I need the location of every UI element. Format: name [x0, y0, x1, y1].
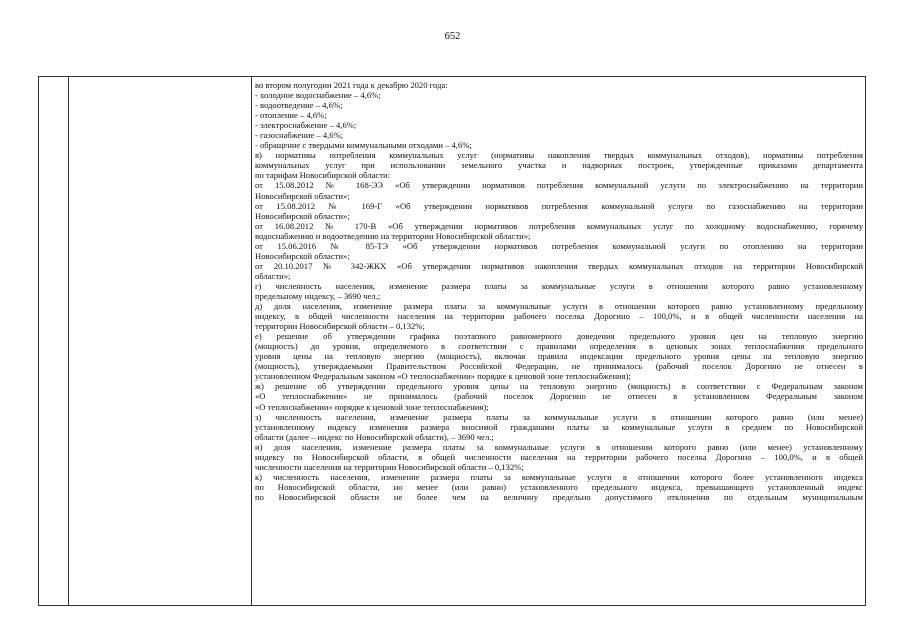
text-line: - обращение с твердыми коммунальными отходами – 4,6%;: [255, 140, 472, 151]
text-line: - отопление – 4,6%;: [255, 110, 327, 121]
text-line: от 16.08.2012 № 170-В «Об утверждении нормативов потребления коммунальных услуг по холодному водоснабжению, горячему: [255, 220, 863, 231]
table-column-number: [39, 77, 69, 605]
text-line: индексу, в общей численности населения на территории рабочего поселка Дорогино – 100,0%, и в общей численности населения на: [255, 311, 863, 322]
text-line: территории Новосибирской области – 0,132%;: [255, 321, 425, 332]
text-line: и) доля населения, изменение размера платы за коммунальные услуги в отношении которого равно (или менее) установленному: [255, 441, 863, 452]
text-line: от 15.06.2016 № 85-ТЭ «Об утверждении нормативов потребления коммунальной услуги по отоплению на территории: [255, 240, 863, 251]
text-line: Новосибирской области»;: [255, 210, 350, 221]
text-line: - газоснабжение – 4,6%;: [255, 130, 344, 141]
text-line: (мощность), утверждаемыми Правительством Российской Федерации, не принималось (рабочий поселок Дорогино не отнесен в: [255, 361, 863, 372]
text-line: ж) решение об утверждении предельного уровня цены на тепловую энергию (мощность) в соответствии с Федеральным законом: [255, 381, 863, 392]
text-line: - водоотведение – 4,6%;: [255, 100, 343, 111]
text-line: установленному индексу изменения размера вносимой гражданами платы за коммунальные услуги в среднем по Новосибирской: [255, 421, 863, 432]
text-line: «О теплоснабжении» не принималось (рабочий поселок Дорогино не отнесен в установленном Федеральным законом: [255, 391, 863, 402]
text-line: - электроснабжение – 4,6%;: [255, 120, 357, 131]
text-line: к) численность населения, изменение размера платы за коммунальные услуги в отношении которого более установленного индекса: [255, 471, 863, 482]
text-line: во втором полугодии 2021 года к декабрю 2020 года:: [255, 80, 448, 90]
text-line: предельному индексу, – 3690 чел.;: [255, 290, 381, 301]
text-line: е) решение об утверждении графика поэтапного равномерного доведения предельного уровня цен на тепловую энергию: [255, 331, 863, 342]
document-table: [38, 76, 866, 606]
text-line: коммунальных услуг при использовании земельного участка и надворных построек, утвержденные приказами департамента: [255, 160, 863, 171]
text-line: по Новосибирской области не более чем на величину предельно допустимого отклонения по отдельным муниципальным: [255, 491, 863, 502]
text-line: в) нормативы потребления коммунальных услуг (нормативы накопления твердых коммунальных отходов), нормативы потребления: [255, 150, 863, 161]
text-line: - холодное водоснабжение – 4,6%;: [255, 90, 381, 101]
text-line: численности населения на территории Новосибирской области – 0,132%;: [255, 461, 524, 472]
text-line: установленном Федеральным законом «О теплоснабжении» порядке к ценовой зоне теплоснабжения);: [255, 371, 631, 382]
text-line: «О теплоснабжении» порядке к ценовой зоне теплоснабжения);: [255, 401, 489, 412]
text-line: по тарифам Новосибирской области:: [255, 170, 390, 181]
table-cell-text: [255, 80, 863, 604]
text-line: водоснабжению и водоотведению на территории Новосибирской области»;: [255, 230, 531, 241]
text-line: г) численность населения, изменение размера платы за коммунальные услуги в отношении которого равно установленному: [255, 280, 863, 291]
text-line: области (далее – индекс по Новосибирской области), – 3690 чел.;: [255, 431, 494, 442]
text-line: (мощность) до уровня, определяемого в соответствии с правилами определения в ценовых зонах теплоснабжения предельного: [255, 341, 863, 352]
text-line: з) численность населения, изменение размера платы за коммунальные услуги в отношении которого равно (или менее): [255, 411, 863, 422]
table-column-name: [69, 77, 252, 605]
text-line: от 20.10.2017 № 342-ЖКХ «Об утверждении нормативов накопления твердых коммунальных отходов на территории Новосибирской: [255, 260, 863, 271]
text-line: области»;: [255, 270, 291, 281]
text-line: индексу по Новосибирской области, в общей численности населения на территории рабочего поселка Дорогино – 100,0%, и в общей: [255, 451, 863, 462]
text-line: от 15.08.2012 № 169-Г «Об утверждении нормативов потребления коммунальной услуги по газоснабжению на территории: [255, 200, 863, 211]
page-number: 652: [444, 31, 461, 42]
text-line: уровня цены на тепловую энергию (мощность), включая правила индексации предельного уровня цены на тепловую энергию: [255, 351, 863, 362]
text-line: д) доля населения, изменение размера платы за коммунальные услуги в отношении которого равно установленному предельному: [255, 301, 863, 312]
text-line: Новосибирской области»;: [255, 250, 350, 261]
text-line: от 15.08.2012 № 168-ЭЭ «Об утверждении нормативов потребления коммунальной услуги по электроснабжению на территории: [255, 180, 863, 191]
text-line: Новосибирской области»;: [255, 190, 350, 201]
text-line: по Новосибирской области, но менее (или равно) установленного предельного индекса, превышающего установленный индекс: [255, 481, 863, 492]
